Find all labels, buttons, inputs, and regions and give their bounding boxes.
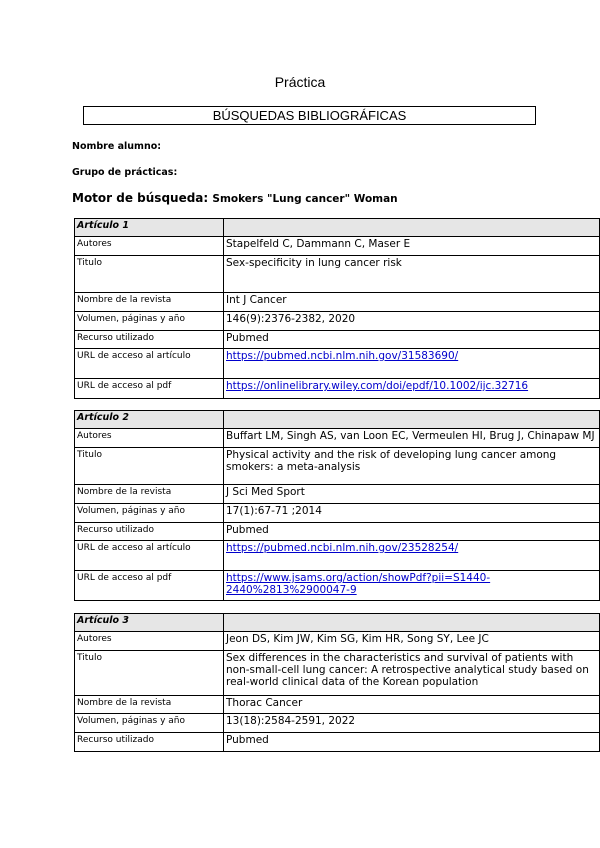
resource-label: Recurso utilizado <box>75 331 224 349</box>
journal-label: Nombre de la revista <box>75 293 224 312</box>
practice-group-label: Grupo de prácticas: <box>72 167 178 178</box>
resource-value: Pubmed <box>224 331 600 349</box>
article-url-link[interactable]: https://pubmed.ncbi.nlm.nih.gov/23528254/ <box>226 542 459 554</box>
volume-label: Volumen, páginas y año <box>75 312 224 331</box>
authors-label: Autores <box>75 632 224 651</box>
page-title: Práctica <box>274 74 326 90</box>
pdf-url-label: URL de acceso al pdf <box>75 571 224 601</box>
search-engine-line <box>72 191 398 205</box>
journal-value: J Sci Med Sport <box>224 485 600 504</box>
volume-label: Volumen, páginas y año <box>75 504 224 523</box>
pdf-url-link[interactable]: https://www.jsams.org/action/showPdf?pii=S1440-2440%2813%2900047-9 <box>226 572 491 596</box>
article-url-link[interactable]: https://pubmed.ncbi.nlm.nih.gov/31583690/ <box>226 350 459 362</box>
title-label: Titulo <box>75 651 224 696</box>
journal-value: Int J Cancer <box>224 293 600 312</box>
article-header: Artículo 3 <box>75 614 224 632</box>
volume-label: Volumen, páginas y año <box>75 714 224 733</box>
authors-value: Buffart LM, Singh AS, van Loon EC, Vermeulen HI, Brug J, Chinapaw MJ <box>224 429 600 448</box>
student-name-label: Nombre alumno: <box>72 141 162 152</box>
pdf-url-label: URL de acceso al pdf <box>75 379 224 399</box>
volume-value: 146(9):2376-2382, 2020 <box>224 312 600 331</box>
article-header: Artículo 1 <box>75 219 224 237</box>
search-query: Smokers "Lung cancer" Woman <box>212 193 398 205</box>
article-table-3 <box>74 613 600 752</box>
article-url-label: URL de acceso al artículo <box>75 541 224 571</box>
title-label: Titulo <box>75 448 224 485</box>
title-value: Sex-specificity in lung cancer risk <box>224 256 600 293</box>
volume-value: 17(1):67-71 ;2014 <box>224 504 600 523</box>
authors-value: Jeon DS, Kim JW, Kim SG, Kim HR, Song SY, Lee JC <box>224 632 600 651</box>
resource-label: Recurso utilizado <box>75 523 224 541</box>
pdf-url-link[interactable]: https://onlinelibrary.wiley.com/doi/epdf/10.1002/ijc.32716 <box>226 380 529 392</box>
title-label: Titulo <box>75 256 224 293</box>
resource-value: Pubmed <box>224 733 600 752</box>
article-table-2 <box>74 410 600 601</box>
journal-label: Nombre de la revista <box>75 485 224 504</box>
article-url-label: URL de acceso al artículo <box>75 349 224 379</box>
resource-value: Pubmed <box>224 523 600 541</box>
authors-value: Stapelfeld C, Dammann C, Maser E <box>224 237 600 256</box>
volume-value: 13(18):2584-2591, 2022 <box>224 714 600 733</box>
journal-label: Nombre de la revista <box>75 696 224 714</box>
header-empty-cell <box>224 614 600 632</box>
article-header: Artículo 2 <box>75 411 224 429</box>
article-table-1 <box>74 218 600 399</box>
authors-label: Autores <box>75 237 224 256</box>
header-empty-cell <box>224 411 600 429</box>
section-banner: BÚSQUEDAS BIBLIOGRÁFICAS <box>83 106 536 125</box>
resource-label: Recurso utilizado <box>75 733 224 752</box>
journal-value: Thorac Cancer <box>224 696 600 714</box>
title-value: Physical activity and the risk of developing lung cancer among smokers: a meta-analysis <box>224 448 600 485</box>
header-empty-cell <box>224 219 600 237</box>
authors-label: Autores <box>75 429 224 448</box>
search-engine-label: Motor de búsqueda: <box>72 191 209 205</box>
title-value: Sex differences in the characteristics and survival of patients with non-small-cell lung cancer: A retrospective analytical study based on real-world clinical data of the Korean population <box>224 651 600 696</box>
